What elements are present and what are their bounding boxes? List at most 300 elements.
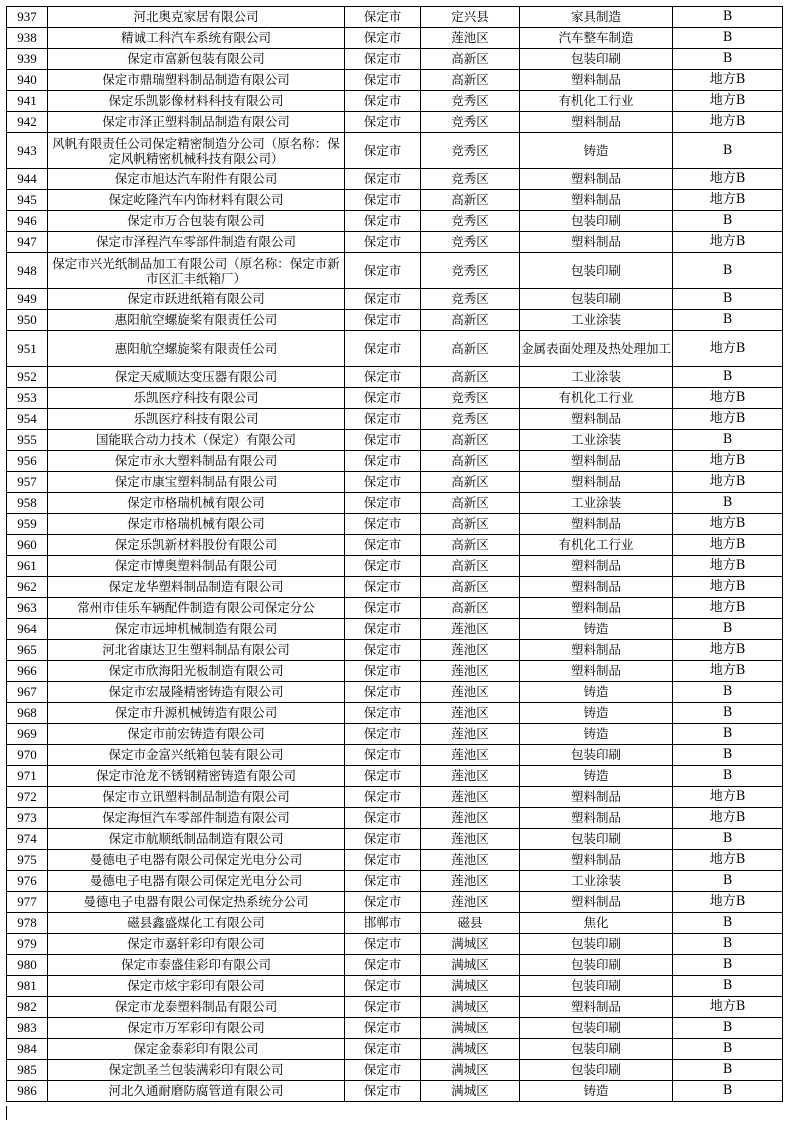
company-name-cell: 保定市万合包装有限公司: [48, 211, 345, 232]
district-cell: 莲池区: [421, 745, 520, 766]
level-cell: 地方B: [673, 535, 783, 556]
company-name-cell: 曼德电子电器有限公司保定热系统分公司: [48, 892, 345, 913]
city-cell: 保定市: [345, 850, 421, 871]
district-cell: 莲池区: [421, 787, 520, 808]
district-cell: 高新区: [421, 49, 520, 70]
level-cell: 地方B: [673, 190, 783, 211]
company-name-cell: 保定市鼎瑞塑料制品制造有限公司: [48, 70, 345, 91]
level-cell: B: [673, 913, 783, 934]
district-cell: 磁县: [421, 913, 520, 934]
city-cell: 保定市: [345, 253, 421, 289]
city-cell: 保定市: [345, 409, 421, 430]
company-name-cell: 保定凯圣兰包装满彩印有限公司: [48, 1060, 345, 1081]
company-name-cell: 保定市金富兴纸箱包装有限公司: [48, 745, 345, 766]
city-cell: 保定市: [345, 724, 421, 745]
level-cell: 地方B: [673, 232, 783, 253]
table-row: [7, 133, 783, 169]
table-row: [7, 745, 783, 766]
row-number-cell: 942: [7, 112, 48, 133]
table-row: [7, 169, 783, 190]
city-cell: 保定市: [345, 91, 421, 112]
table-row: [7, 808, 783, 829]
district-cell: 竞秀区: [421, 91, 520, 112]
district-cell: 竞秀区: [421, 169, 520, 190]
level-cell: B: [673, 829, 783, 850]
district-cell: 竞秀区: [421, 211, 520, 232]
city-cell: 保定市: [345, 1018, 421, 1039]
company-name-cell: 保定市前宏铸造有限公司: [48, 724, 345, 745]
district-cell: 定兴县: [421, 7, 520, 28]
table-row: [7, 430, 783, 451]
industry-cell: 包装印刷: [520, 934, 673, 955]
city-cell: 保定市: [345, 112, 421, 133]
row-number-cell: 958: [7, 493, 48, 514]
city-cell: 保定市: [345, 289, 421, 310]
industry-cell: 塑料制品: [520, 190, 673, 211]
row-number-cell: 971: [7, 766, 48, 787]
row-number-cell: 974: [7, 829, 48, 850]
city-cell: 保定市: [345, 1039, 421, 1060]
company-name-cell: 保定金泰彩印有限公司: [48, 1039, 345, 1060]
table-row: [7, 331, 783, 367]
table-row: [7, 1060, 783, 1081]
level-cell: 地方B: [673, 598, 783, 619]
row-number-cell: 975: [7, 850, 48, 871]
industry-cell: 包装印刷: [520, 1060, 673, 1081]
city-cell: 保定市: [345, 367, 421, 388]
industry-cell: 铸造: [520, 724, 673, 745]
level-cell: B: [673, 766, 783, 787]
level-cell: B: [673, 310, 783, 331]
industry-cell: 工业涂装: [520, 871, 673, 892]
industry-cell: 包装印刷: [520, 829, 673, 850]
company-name-cell: 保定市立讯塑料制品制造有限公司: [48, 787, 345, 808]
industry-cell: 塑料制品: [520, 850, 673, 871]
table-row: [7, 451, 783, 472]
table-row: [7, 577, 783, 598]
level-cell: B: [673, 367, 783, 388]
level-cell: B: [673, 955, 783, 976]
row-number-cell: 937: [7, 7, 48, 28]
row-number-cell: 956: [7, 451, 48, 472]
company-name-cell: 保定市格瑞机械有限公司: [48, 514, 345, 535]
industry-cell: 铸造: [520, 682, 673, 703]
industry-cell: 塑料制品: [520, 661, 673, 682]
company-name-cell: 保定乐凯影像材料科技有限公司: [48, 91, 345, 112]
company-name-cell: 保定市泽程汽车零部件制造有限公司: [48, 232, 345, 253]
district-cell: 高新区: [421, 190, 520, 211]
table-row: [7, 850, 783, 871]
level-cell: B: [673, 871, 783, 892]
row-number-cell: 952: [7, 367, 48, 388]
table-row: [7, 661, 783, 682]
row-number-cell: 957: [7, 472, 48, 493]
table-row: [7, 112, 783, 133]
city-cell: 保定市: [345, 7, 421, 28]
city-cell: 保定市: [345, 640, 421, 661]
level-cell: B: [673, 7, 783, 28]
row-number-cell: 965: [7, 640, 48, 661]
city-cell: 邯郸市: [345, 913, 421, 934]
level-cell: B: [673, 745, 783, 766]
company-name-cell: 保定屹隆汽车内饰材料有限公司: [48, 190, 345, 211]
row-number-cell: 983: [7, 1018, 48, 1039]
table-row: [7, 913, 783, 934]
industry-cell: 塑料制品: [520, 70, 673, 91]
district-cell: 竞秀区: [421, 133, 520, 169]
level-cell: 地方B: [673, 514, 783, 535]
level-cell: 地方B: [673, 472, 783, 493]
industry-cell: 铸造: [520, 619, 673, 640]
company-name-cell: 惠阳航空螺旋桨有限责任公司: [48, 310, 345, 331]
city-cell: 保定市: [345, 661, 421, 682]
table-row: [7, 190, 783, 211]
level-cell: B: [673, 1039, 783, 1060]
district-cell: 竞秀区: [421, 289, 520, 310]
district-cell: 满城区: [421, 1018, 520, 1039]
city-cell: 保定市: [345, 331, 421, 367]
table-row: [7, 1039, 783, 1060]
row-number-cell: 972: [7, 787, 48, 808]
level-cell: 地方B: [673, 451, 783, 472]
company-name-cell: 保定市博奥塑料制品有限公司: [48, 556, 345, 577]
row-number-cell: 973: [7, 808, 48, 829]
row-number-cell: 969: [7, 724, 48, 745]
company-name-cell: 磁县鑫盛煤化工有限公司: [48, 913, 345, 934]
industry-cell: 包装印刷: [520, 253, 673, 289]
industry-cell: 塑料制品: [520, 808, 673, 829]
district-cell: 莲池区: [421, 829, 520, 850]
city-cell: 保定市: [345, 556, 421, 577]
row-number-cell: 964: [7, 619, 48, 640]
industry-cell: 工业涂装: [520, 493, 673, 514]
row-number-cell: 950: [7, 310, 48, 331]
enterprise-list-table: [6, 6, 783, 1102]
city-cell: 保定市: [345, 514, 421, 535]
row-number-cell: 946: [7, 211, 48, 232]
district-cell: 高新区: [421, 70, 520, 91]
row-number-cell: 955: [7, 430, 48, 451]
company-name-cell: 保定市富新包装有限公司: [48, 49, 345, 70]
row-number-cell: 962: [7, 577, 48, 598]
district-cell: 莲池区: [421, 871, 520, 892]
industry-cell: 塑料制品: [520, 472, 673, 493]
district-cell: 莲池区: [421, 619, 520, 640]
district-cell: 高新区: [421, 493, 520, 514]
level-cell: B: [673, 1060, 783, 1081]
district-cell: 莲池区: [421, 808, 520, 829]
company-name-cell: 保定市龙泰塑料制品有限公司: [48, 997, 345, 1018]
row-number-cell: 979: [7, 934, 48, 955]
level-cell: B: [673, 934, 783, 955]
city-cell: 保定市: [345, 598, 421, 619]
district-cell: 竞秀区: [421, 388, 520, 409]
company-name-cell: 保定市欣海阳光板制造有限公司: [48, 661, 345, 682]
district-cell: 高新区: [421, 598, 520, 619]
company-name-cell: 保定市兴光纸制品加工有限公司（原名称：保定市新市区汇丰纸箱厂）: [48, 253, 345, 289]
city-cell: 保定市: [345, 934, 421, 955]
city-cell: 保定市: [345, 619, 421, 640]
table-row: [7, 493, 783, 514]
table-row: [7, 640, 783, 661]
level-cell: 地方B: [673, 112, 783, 133]
company-name-cell: 河北奥克家居有限公司: [48, 7, 345, 28]
level-cell: B: [673, 49, 783, 70]
city-cell: 保定市: [345, 133, 421, 169]
table-row: [7, 310, 783, 331]
industry-cell: 包装印刷: [520, 289, 673, 310]
district-cell: 高新区: [421, 556, 520, 577]
industry-cell: 铸造: [520, 1081, 673, 1102]
row-number-cell: 970: [7, 745, 48, 766]
table-row: [7, 253, 783, 289]
district-cell: 莲池区: [421, 28, 520, 49]
company-name-cell: 保定市远坤机械制造有限公司: [48, 619, 345, 640]
level-cell: 地方B: [673, 388, 783, 409]
company-name-cell: 国能联合动力技术（保定）有限公司: [48, 430, 345, 451]
company-name-cell: 曼德电子电器有限公司保定光电分公司: [48, 850, 345, 871]
company-name-cell: 保定市跃进纸箱有限公司: [48, 289, 345, 310]
industry-cell: 铸造: [520, 703, 673, 724]
table-row: [7, 892, 783, 913]
row-number-cell: 941: [7, 91, 48, 112]
city-cell: 保定市: [345, 745, 421, 766]
company-name-cell: 保定市宏晟隆精密铸造有限公司: [48, 682, 345, 703]
table-row: [7, 955, 783, 976]
industry-cell: 包装印刷: [520, 49, 673, 70]
city-cell: 保定市: [345, 808, 421, 829]
district-cell: 满城区: [421, 1081, 520, 1102]
table-row: [7, 472, 783, 493]
city-cell: 保定市: [345, 892, 421, 913]
city-cell: 保定市: [345, 49, 421, 70]
city-cell: 保定市: [345, 829, 421, 850]
industry-cell: 塑料制品: [520, 997, 673, 1018]
row-number-cell: 953: [7, 388, 48, 409]
row-number-cell: 976: [7, 871, 48, 892]
company-name-cell: 保定天威顺达变压器有限公司: [48, 367, 345, 388]
company-name-cell: 保定市炫宇彩印有限公司: [48, 976, 345, 997]
row-number-cell: 980: [7, 955, 48, 976]
level-cell: B: [673, 28, 783, 49]
level-cell: 地方B: [673, 997, 783, 1018]
row-number-cell: 967: [7, 682, 48, 703]
city-cell: 保定市: [345, 430, 421, 451]
table-row: [7, 535, 783, 556]
level-cell: 地方B: [673, 556, 783, 577]
company-name-cell: 河北省康达卫生塑料制品有限公司: [48, 640, 345, 661]
company-name-cell: 保定市航顺纸制品制造有限公司: [48, 829, 345, 850]
industry-cell: 塑料制品: [520, 451, 673, 472]
row-number-cell: 951: [7, 331, 48, 367]
level-cell: 地方B: [673, 70, 783, 91]
industry-cell: 包装印刷: [520, 1039, 673, 1060]
company-name-cell: 保定市泽正塑料制品制造有限公司: [48, 112, 345, 133]
level-cell: 地方B: [673, 661, 783, 682]
district-cell: 高新区: [421, 472, 520, 493]
industry-cell: 工业涂装: [520, 367, 673, 388]
table-row: [7, 871, 783, 892]
company-name-cell: 保定市康宝塑料制品有限公司: [48, 472, 345, 493]
company-name-cell: 保定市沧龙不锈钢精密铸造有限公司: [48, 766, 345, 787]
district-cell: 莲池区: [421, 682, 520, 703]
level-cell: B: [673, 703, 783, 724]
industry-cell: 包装印刷: [520, 955, 673, 976]
table-row: [7, 976, 783, 997]
district-cell: 竞秀区: [421, 112, 520, 133]
level-cell: 地方B: [673, 169, 783, 190]
row-number-cell: 968: [7, 703, 48, 724]
level-cell: 地方B: [673, 331, 783, 367]
city-cell: 保定市: [345, 232, 421, 253]
row-number-cell: 948: [7, 253, 48, 289]
table-row: [7, 598, 783, 619]
district-cell: 高新区: [421, 430, 520, 451]
company-name-cell: 惠阳航空螺旋桨有限责任公司: [48, 331, 345, 367]
city-cell: 保定市: [345, 169, 421, 190]
city-cell: 保定市: [345, 997, 421, 1018]
row-number-cell: 986: [7, 1081, 48, 1102]
row-number-cell: 944: [7, 169, 48, 190]
row-number-cell: 978: [7, 913, 48, 934]
industry-cell: 塑料制品: [520, 892, 673, 913]
level-cell: B: [673, 430, 783, 451]
industry-cell: 塑料制品: [520, 556, 673, 577]
district-cell: 满城区: [421, 976, 520, 997]
level-cell: 地方B: [673, 409, 783, 430]
district-cell: 莲池区: [421, 766, 520, 787]
table-row: [7, 28, 783, 49]
level-cell: 地方B: [673, 640, 783, 661]
table-row: [7, 409, 783, 430]
industry-cell: 塑料制品: [520, 112, 673, 133]
row-number-cell: 939: [7, 49, 48, 70]
table-row: [7, 787, 783, 808]
company-name-cell: 保定龙华塑料制品制造有限公司: [48, 577, 345, 598]
table-row: [7, 514, 783, 535]
level-cell: 地方B: [673, 892, 783, 913]
district-cell: 满城区: [421, 997, 520, 1018]
industry-cell: 铸造: [520, 766, 673, 787]
level-cell: B: [673, 253, 783, 289]
industry-cell: 有机化工行业: [520, 91, 673, 112]
table-row: [7, 388, 783, 409]
district-cell: 竞秀区: [421, 409, 520, 430]
company-name-cell: 常州市佳乐车辆配件制造有限公司保定分公: [48, 598, 345, 619]
table-row: [7, 703, 783, 724]
city-cell: 保定市: [345, 28, 421, 49]
row-number-cell: 961: [7, 556, 48, 577]
company-name-cell: 保定市永大塑料制品有限公司: [48, 451, 345, 472]
table-row: [7, 289, 783, 310]
district-cell: 高新区: [421, 451, 520, 472]
district-cell: 竞秀区: [421, 232, 520, 253]
company-name-cell: 保定市万军彩印有限公司: [48, 1018, 345, 1039]
district-cell: 莲池区: [421, 703, 520, 724]
industry-cell: 包装印刷: [520, 745, 673, 766]
district-cell: 莲池区: [421, 850, 520, 871]
city-cell: 保定市: [345, 535, 421, 556]
table-body: [7, 7, 783, 1102]
table-row: [7, 766, 783, 787]
district-cell: 竞秀区: [421, 253, 520, 289]
level-cell: 地方B: [673, 577, 783, 598]
city-cell: 保定市: [345, 70, 421, 91]
district-cell: 高新区: [421, 367, 520, 388]
industry-cell: 工业涂装: [520, 430, 673, 451]
level-cell: B: [673, 1018, 783, 1039]
row-number-cell: 954: [7, 409, 48, 430]
table-row: [7, 49, 783, 70]
district-cell: 高新区: [421, 535, 520, 556]
row-number-cell: 947: [7, 232, 48, 253]
level-cell: 地方B: [673, 850, 783, 871]
industry-cell: 塑料制品: [520, 409, 673, 430]
left-border-tail: [6, 1106, 7, 1120]
industry-cell: 包装印刷: [520, 1018, 673, 1039]
company-name-cell: 风帆有限责任公司保定精密制造分公司（原名称：保定风帆精密机械科技有限公司）: [48, 133, 345, 169]
company-name-cell: 保定市嘉轩彩印有限公司: [48, 934, 345, 955]
row-number-cell: 949: [7, 289, 48, 310]
company-name-cell: 精诚工科汽车系统有限公司: [48, 28, 345, 49]
industry-cell: 铸造: [520, 133, 673, 169]
table-row: [7, 682, 783, 703]
table-row: [7, 997, 783, 1018]
row-number-cell: 963: [7, 598, 48, 619]
table-row: [7, 211, 783, 232]
industry-cell: 包装印刷: [520, 211, 673, 232]
table-row: [7, 70, 783, 91]
industry-cell: 包装印刷: [520, 976, 673, 997]
district-cell: 满城区: [421, 955, 520, 976]
city-cell: 保定市: [345, 451, 421, 472]
level-cell: B: [673, 1081, 783, 1102]
company-name-cell: 保定市格瑞机械有限公司: [48, 493, 345, 514]
city-cell: 保定市: [345, 310, 421, 331]
level-cell: B: [673, 211, 783, 232]
row-number-cell: 966: [7, 661, 48, 682]
city-cell: 保定市: [345, 493, 421, 514]
company-name-cell: 保定市升源机械铸造有限公司: [48, 703, 345, 724]
industry-cell: 塑料制品: [520, 787, 673, 808]
city-cell: 保定市: [345, 703, 421, 724]
industry-cell: 金属表面处理及热处理加工: [520, 331, 673, 367]
company-name-cell: 保定市泰盛佳彩印有限公司: [48, 955, 345, 976]
row-number-cell: 938: [7, 28, 48, 49]
table-row: [7, 619, 783, 640]
industry-cell: 塑料制品: [520, 640, 673, 661]
company-name-cell: 乐凯医疗科技有限公司: [48, 409, 345, 430]
table-row: [7, 1018, 783, 1039]
district-cell: 高新区: [421, 577, 520, 598]
district-cell: 莲池区: [421, 724, 520, 745]
table-row: [7, 724, 783, 745]
city-cell: 保定市: [345, 1081, 421, 1102]
table-row: [7, 7, 783, 28]
row-number-cell: 984: [7, 1039, 48, 1060]
level-cell: B: [673, 133, 783, 169]
industry-cell: 家具制造: [520, 7, 673, 28]
city-cell: 保定市: [345, 955, 421, 976]
row-number-cell: 960: [7, 535, 48, 556]
district-cell: 高新区: [421, 514, 520, 535]
level-cell: B: [673, 493, 783, 514]
level-cell: B: [673, 724, 783, 745]
city-cell: 保定市: [345, 976, 421, 997]
level-cell: B: [673, 682, 783, 703]
district-cell: 满城区: [421, 934, 520, 955]
district-cell: 高新区: [421, 310, 520, 331]
